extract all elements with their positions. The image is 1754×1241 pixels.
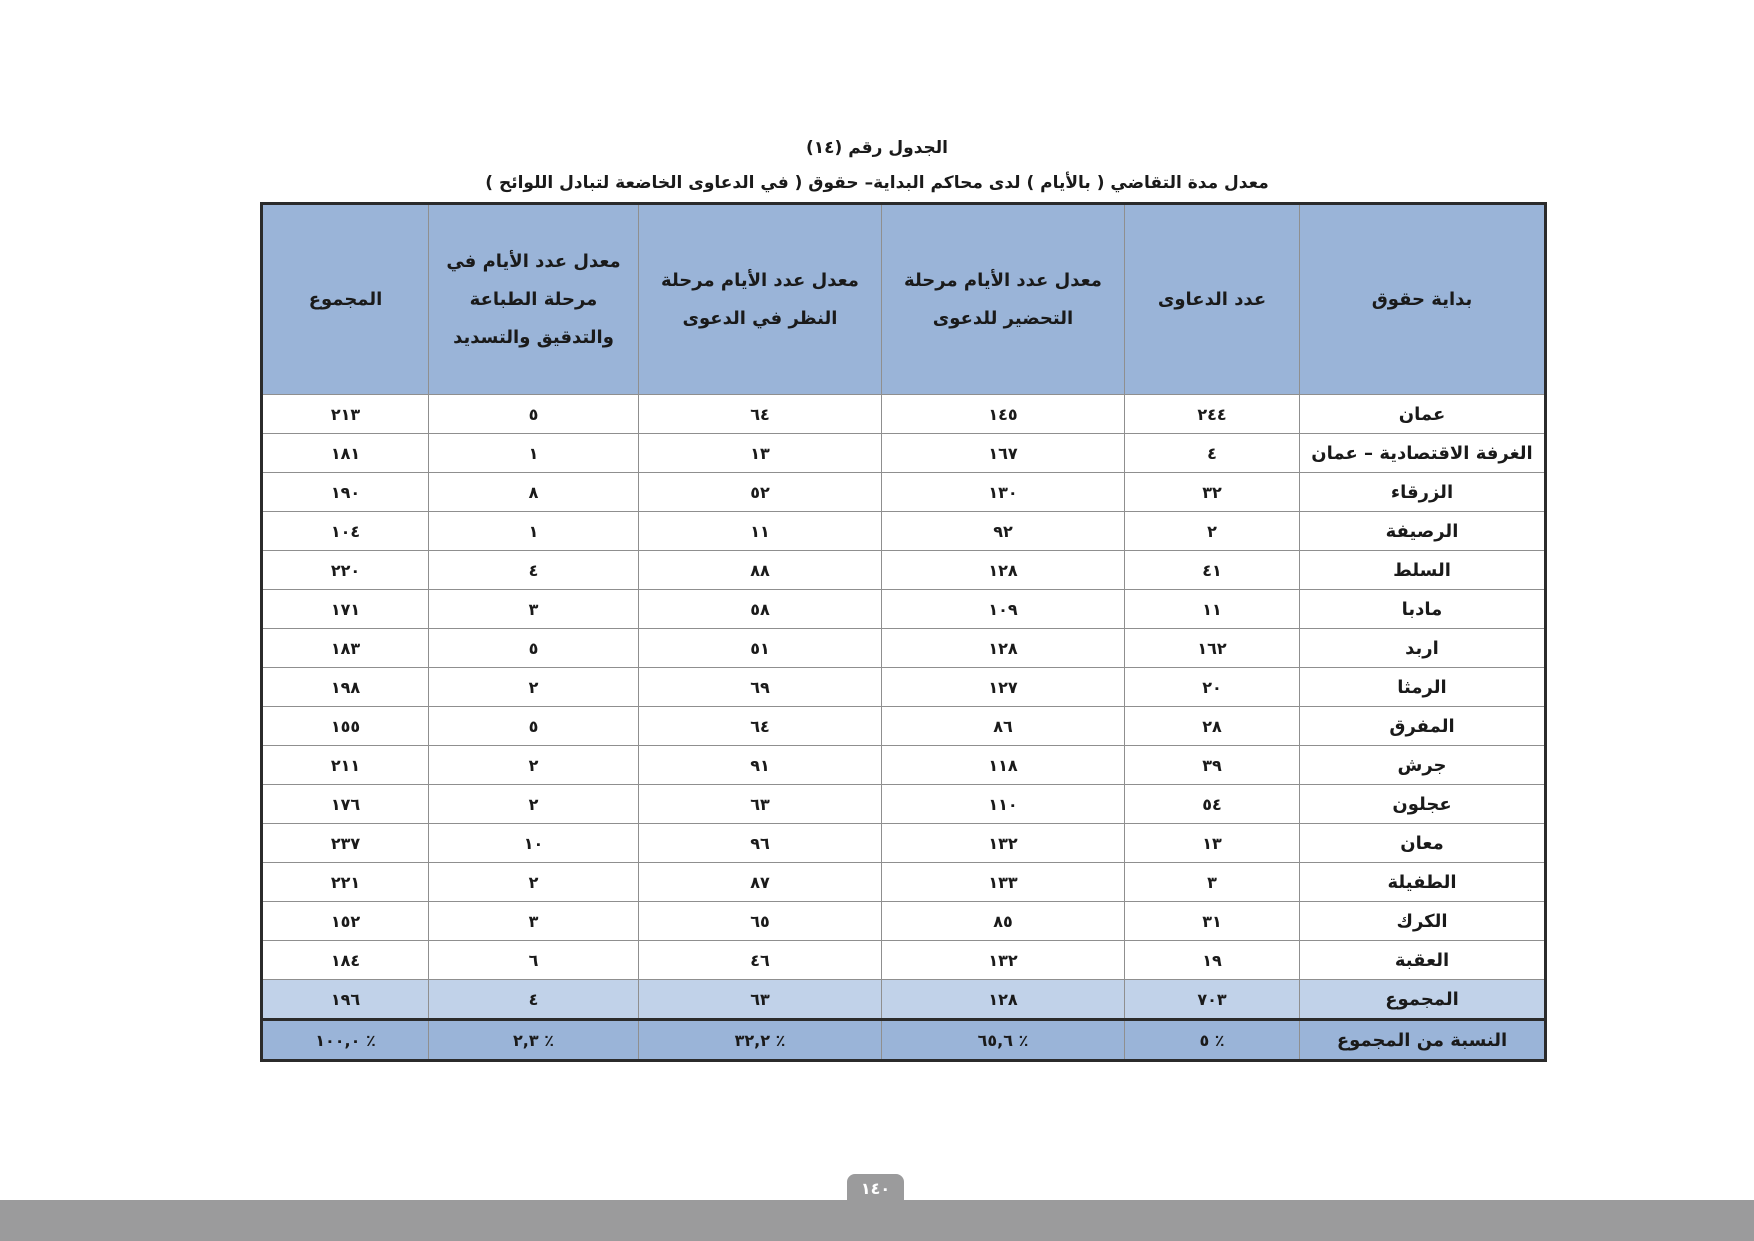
row-printing-days: ١٠ <box>429 824 639 863</box>
table-row <box>262 473 1546 512</box>
row-printing-days: ٦ <box>429 941 639 980</box>
total-printing-days: ٤ <box>429 980 639 1020</box>
total-preparation-days: ١٢٨ <box>882 980 1125 1020</box>
row-hearing-days: ٦٤ <box>639 707 882 746</box>
percent-preparation-days: ٪ ٦٥,٦ <box>882 1020 1125 1061</box>
row-case-count: ١٦٢ <box>1125 629 1300 668</box>
row-preparation-days: ١٦٧ <box>882 434 1125 473</box>
footer-bar <box>0 1200 1754 1241</box>
row-total: ٢٣٧ <box>262 824 429 863</box>
row-preparation-days: ١٣٢ <box>882 824 1125 863</box>
row-hearing-days: ٦٣ <box>639 785 882 824</box>
litigation-duration-table <box>260 202 1547 1062</box>
row-case-count: ١١ <box>1125 590 1300 629</box>
page-number: ١٤٠ <box>847 1174 904 1204</box>
row-preparation-days: ٨٥ <box>882 902 1125 941</box>
total-case-count: ٧٠٣ <box>1125 980 1300 1020</box>
table-row <box>262 941 1546 980</box>
row-printing-days: ٨ <box>429 473 639 512</box>
total-total: ١٩٦ <box>262 980 429 1020</box>
row-hearing-days: ٦٥ <box>639 902 882 941</box>
table-row <box>262 902 1546 941</box>
header-hearing-days: معدل عدد الأيام مرحلة النظر في الدعوى <box>639 204 882 395</box>
row-case-count: ٥٤ <box>1125 785 1300 824</box>
row-total: ٢٢١ <box>262 863 429 902</box>
row-printing-days: ٢ <box>429 668 639 707</box>
row-court-name: الرصيفة <box>1300 512 1546 551</box>
table-row <box>262 746 1546 785</box>
row-hearing-days: ٥٢ <box>639 473 882 512</box>
row-case-count: ٢٤٤ <box>1125 395 1300 434</box>
row-total: ١٨١ <box>262 434 429 473</box>
table-caption-subtitle: معدل مدة التقاضي ( بالأيام ) لدى محاكم البداية– حقوق ( في الدعاوى الخاضعة لتبادل اللوائح ) <box>485 173 1269 193</box>
row-total: ١٨٣ <box>262 629 429 668</box>
table-row <box>262 863 1546 902</box>
row-printing-days: ٢ <box>429 785 639 824</box>
row-total: ١٩٠ <box>262 473 429 512</box>
row-printing-days: ٥ <box>429 707 639 746</box>
table-row <box>262 824 1546 863</box>
row-court-name: الطفيلة <box>1300 863 1546 902</box>
row-court-name: العقبة <box>1300 941 1546 980</box>
row-hearing-days: ٩١ <box>639 746 882 785</box>
row-hearing-days: ١١ <box>639 512 882 551</box>
total-label: المجموع <box>1300 980 1546 1020</box>
row-case-count: ٣٩ <box>1125 746 1300 785</box>
row-hearing-days: ٤٦ <box>639 941 882 980</box>
header-total: المجموع <box>262 204 429 395</box>
row-court-name: عجلون <box>1300 785 1546 824</box>
table-row <box>262 512 1546 551</box>
row-preparation-days: ١١٠ <box>882 785 1125 824</box>
row-case-count: ١٩ <box>1125 941 1300 980</box>
row-hearing-days: ٥٨ <box>639 590 882 629</box>
row-case-count: ٤١ <box>1125 551 1300 590</box>
row-printing-days: ٢ <box>429 746 639 785</box>
row-case-count: ٢ <box>1125 512 1300 551</box>
row-printing-days: ٥ <box>429 629 639 668</box>
row-case-count: ٢٠ <box>1125 668 1300 707</box>
row-case-count: ٣٢ <box>1125 473 1300 512</box>
row-hearing-days: ٦٤ <box>639 395 882 434</box>
table-total-row <box>262 980 1546 1020</box>
percent-hearing-days: ٪ ٣٢,٢ <box>639 1020 882 1061</box>
row-total: ١٧١ <box>262 590 429 629</box>
row-printing-days: ٥ <box>429 395 639 434</box>
percent-label: النسبة من المجموع <box>1300 1020 1546 1061</box>
row-total: ١٨٤ <box>262 941 429 980</box>
row-court-name: جرش <box>1300 746 1546 785</box>
row-hearing-days: ١٣ <box>639 434 882 473</box>
row-case-count: ٤ <box>1125 434 1300 473</box>
row-court-name: الزرقاء <box>1300 473 1546 512</box>
row-preparation-days: ١١٨ <box>882 746 1125 785</box>
table-caption-title: الجدول رقم (١٤) <box>805 138 948 158</box>
percent-case-count: ٪ ٥ <box>1125 1020 1300 1061</box>
row-printing-days: ٢ <box>429 863 639 902</box>
row-court-name: اربد <box>1300 629 1546 668</box>
percent-printing-days: ٪ ٢,٣ <box>429 1020 639 1061</box>
row-case-count: ١٣ <box>1125 824 1300 863</box>
table-row <box>262 590 1546 629</box>
table-row <box>262 707 1546 746</box>
row-preparation-days: ٩٢ <box>882 512 1125 551</box>
row-preparation-days: ١٣٢ <box>882 941 1125 980</box>
row-case-count: ٣ <box>1125 863 1300 902</box>
row-preparation-days: ١٢٨ <box>882 551 1125 590</box>
row-printing-days: ١ <box>429 512 639 551</box>
table-percent-row <box>262 1020 1546 1061</box>
row-total: ٢١٣ <box>262 395 429 434</box>
table-row <box>262 551 1546 590</box>
row-hearing-days: ٨٨ <box>639 551 882 590</box>
row-preparation-days: ١٣٠ <box>882 473 1125 512</box>
row-total: ١٥٥ <box>262 707 429 746</box>
row-preparation-days: ١٠٩ <box>882 590 1125 629</box>
row-total: ٢١١ <box>262 746 429 785</box>
row-printing-days: ٤ <box>429 551 639 590</box>
header-court: بداية حقوق <box>1300 204 1546 395</box>
row-court-name: السلط <box>1300 551 1546 590</box>
row-total: ١٧٦ <box>262 785 429 824</box>
row-case-count: ٣١ <box>1125 902 1300 941</box>
percent-total: ٪ ١٠٠,٠ <box>262 1020 429 1061</box>
row-printing-days: ٣ <box>429 590 639 629</box>
header-preparation-days: معدل عدد الأيام مرحلة التحضير للدعوى <box>882 204 1125 395</box>
table-row <box>262 668 1546 707</box>
table-row <box>262 785 1546 824</box>
header-printing-days: معدل عدد الأيام في مرحلة الطباعة والتدقيق والتسديد <box>429 204 639 395</box>
row-court-name: الغرفة الاقتصادية – عمان <box>1300 434 1546 473</box>
row-court-name: معان <box>1300 824 1546 863</box>
row-court-name: المفرق <box>1300 707 1546 746</box>
row-court-name: الكرك <box>1300 902 1546 941</box>
table-header-row <box>262 204 1546 395</box>
row-preparation-days: ١٤٥ <box>882 395 1125 434</box>
row-printing-days: ٣ <box>429 902 639 941</box>
row-total: ١٩٨ <box>262 668 429 707</box>
row-total: ١٠٤ <box>262 512 429 551</box>
table-row <box>262 629 1546 668</box>
row-court-name: مادبا <box>1300 590 1546 629</box>
row-hearing-days: ٨٧ <box>639 863 882 902</box>
row-hearing-days: ٦٩ <box>639 668 882 707</box>
row-total: ١٥٢ <box>262 902 429 941</box>
row-total: ٢٢٠ <box>262 551 429 590</box>
row-preparation-days: ١٢٧ <box>882 668 1125 707</box>
row-court-name: الرمثا <box>1300 668 1546 707</box>
row-court-name: عمان <box>1300 395 1546 434</box>
header-case-count: عدد الدعاوى <box>1125 204 1300 395</box>
row-preparation-days: ١٣٣ <box>882 863 1125 902</box>
row-hearing-days: ٥١ <box>639 629 882 668</box>
row-printing-days: ١ <box>429 434 639 473</box>
row-preparation-days: ٨٦ <box>882 707 1125 746</box>
row-preparation-days: ١٢٨ <box>882 629 1125 668</box>
table-row <box>262 434 1546 473</box>
table-row <box>262 395 1546 434</box>
total-hearing-days: ٦٣ <box>639 980 882 1020</box>
row-case-count: ٢٨ <box>1125 707 1300 746</box>
row-hearing-days: ٩٦ <box>639 824 882 863</box>
